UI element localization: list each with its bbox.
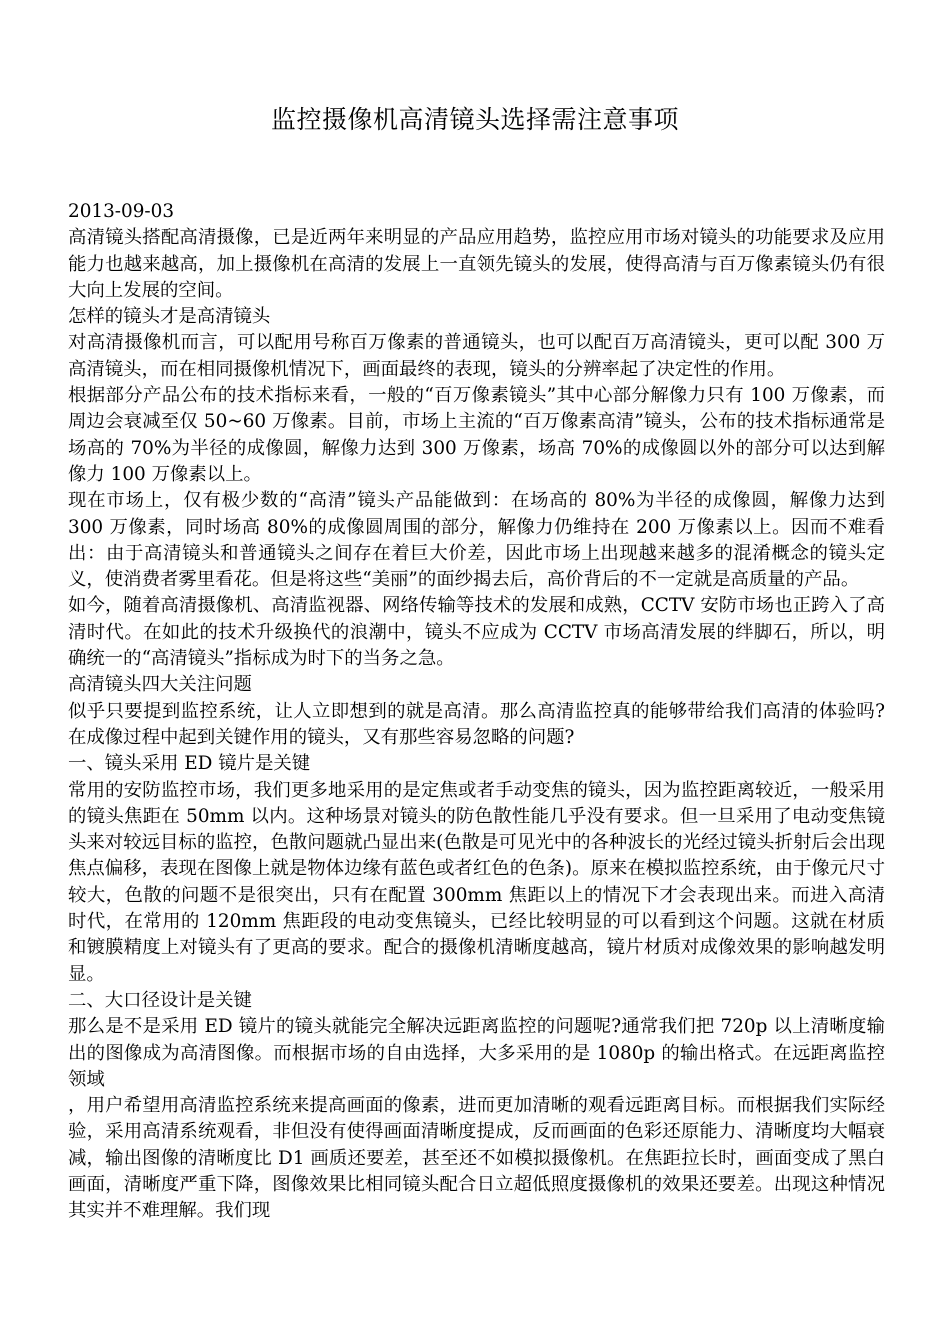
paragraph-market-status: 现在市场上，仅有极少数的“高清”镜头产品能做到：在场高的 80%为半径的成像圆，解像力达到 300 万像素，同时场高 80%的成像圆周围的部分，解像力仍维持在 200 万像素以上。因而不难看出：由于高清镜头和普通镜头之间存在着巨大价差，因此市场上出现越来越多的混淆概念的镜头定义，使消费者雾里看花。但是将这些“美丽”的面纱揭去后，高价背后的不一定就是高质量的产品。 — [68, 490, 885, 591]
paragraph-long-distance: ，用户希望用高清监控系统来提高画面的像素，进而更加清晰的观看远距离目标。而根据我们实际经验，采用高清系统观看，非但没有使得画面清晰度提成，反而画面的色彩还原能力、清晰度均大幅衰减，输出图像的清晰度比 D1 画质还要差，甚至还不如模拟摄像机。在焦距拉长时，画面变成了黑白画面，清晰度严重下降，图像效果比相同镜头配合日立超低照度摄像机的效果还要差。出现这种情况其实并不难理解。我们现 — [68, 1095, 885, 1222]
paragraph-concerns-intro: 似乎只要提到监控系统，让人立即想到的就是高清。那么高清监控真的能够带给我们高清的体验吗?在成像过程中起到关键作用的镜头，又有那些容易忽略的问题? — [68, 700, 885, 748]
paragraph-cctv-hd-era: 如今，随着高清摄像机、高清监视器、网络传输等技术的发展和成熟，CCTV 安防市场也正跨入了高清时代。在如此的技术升级换代的浪潮中，镜头不应成为 CCTV 市场高清发展的绊脚石，所以，明确统一的“高清镜头”指标成为时下的当务之急。 — [68, 595, 885, 670]
section-heading-what-is-hd-lens: 怎样的镜头才是高清镜头 — [68, 306, 271, 328]
document-title: 监控摄像机高清镜头选择需注意事项 — [270, 105, 679, 134]
document-body — [68, 199, 885, 1225]
document-date: 2013-09-03 — [68, 201, 175, 222]
section-heading-four-concerns: 高清镜头四大关注问题 — [68, 674, 252, 696]
paragraph-intro: 高清镜头搭配高清摄像，已是近两年来明显的产品应用趋势，监控应用市场对镜头的功能要求及应用能力也越来越高，加上摄像机在高清的发展上一直领先镜头的发展，使得高清与百万像素镜头仍有很大向上发展的空间。 — [68, 227, 885, 301]
paragraph-ed-lens: 常用的安防监控市场，我们更多地采用的是定焦或者手动变焦的镜头，因为监控距离较近，一般采用的镜头焦距在 50mm 以内。这种场景对镜头的防色散性能几乎没有要求。但一旦采用了电动变焦镜头来对较远目标的监控，色散问题就凸显出来(色散是可见光中的各种波长的光经过镜头折射后会出现焦点偏移，表现在图像上就是物体边缘有蓝色或者红色的色条)。原来在模拟监控系统，由于像元尺寸较大，色散的问题不是很突出，只有在配置 300mm 焦距以上的情况下才会表现出来。而进入高清时代，在常用的 120mm 焦距段的电动变焦镜头，已经比较明显的可以看到这个问题。这就在材质和镀膜精度上对镜头有了更高的要求。配合的摄像机清晰度越高，镜片材质对成像效果的影响越发明显。 — [68, 779, 885, 985]
section-heading-ed-lens: 一、镜头采用 ED 镜片是关键 — [68, 753, 311, 775]
paragraph-hd-camera-lens: 对高清摄像机而言，可以配用号称百万像素的普通镜头，也可以配百万高清镜头，更可以配 300 万高清镜头，而在相同摄像机情况下，画面最终的表现，镜头的分辨率起了决定性的作用。 — [68, 332, 885, 380]
section-heading-large-aperture: 二、大口径设计是关键 — [68, 989, 252, 1011]
paragraph-large-aperture: 那么是不是采用 ED 镜片的镜头就能完全解决远距离监控的问题呢?通常我们把 720p 以上清晰度输出的图像成为高清图像。而根据市场的自由选择，大多采用的是 1080p 的输出格式。在远距离监控领域 — [68, 1016, 885, 1090]
paragraph-tech-specs: 根据部分产品公布的技术指标来看，一般的“百万像素镜头”其中心部分解像力只有 100 万像素，而周边会衰减至仅 50~60 万像素。目前，市场上主流的“百万像素高清”镜头，公布的技术指标通常是场高的 70%为半径的成像圆，解像力达到 300 万像素，场高 70%的成像圆以外的部分可以达到解像力 100 万像素以上。 — [68, 385, 885, 485]
